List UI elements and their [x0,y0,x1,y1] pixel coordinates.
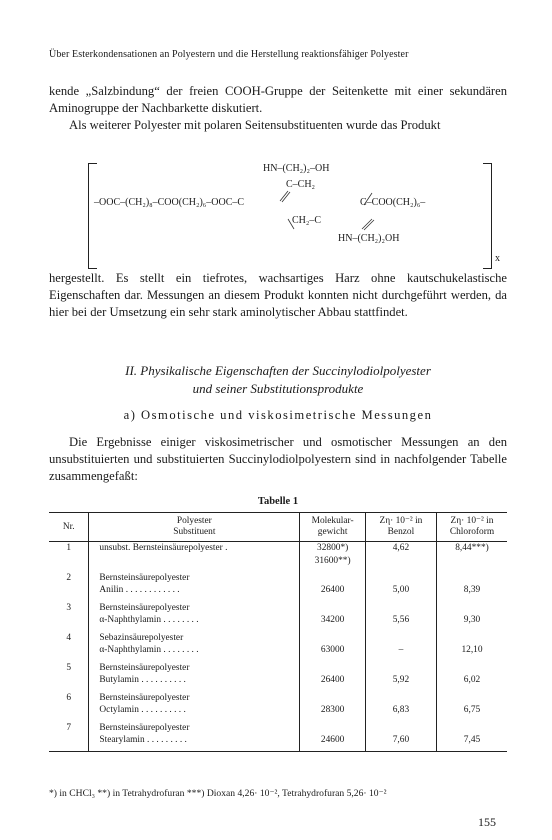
cell-z-chloroform [436,722,507,752]
table-row [49,572,507,602]
cell-z-benzol-line [368,692,434,705]
cell-z-chloroform-line: 8,44***) [455,543,489,553]
cell-nr-line: 5 [66,662,72,673]
cell-z-chloroform [436,632,507,662]
formula-ch2-top: C–CH₂ [286,179,316,190]
cell-z-benzol-line: 5,92 [392,675,410,685]
cell-z-chloroform-line: 7,45 [463,735,481,745]
cell-molecular-weight-line: 28300 [320,705,345,715]
header-zb-line2: Benzol [387,527,415,537]
formula-top-substituent: HN–(CH₂)₂–OH [263,163,330,174]
cell-molecular-weight-line: 34200 [320,615,345,625]
cell-z-benzol [365,662,436,692]
cell-z-chloroform-line [439,722,505,735]
cell-z-chloroform-line [439,632,505,645]
cell-z-benzol [365,722,436,752]
cell-nr [49,602,89,632]
cell-z-benzol-line [368,632,434,645]
cell-z-chloroform-line: 8,39 [463,585,481,595]
cell-nr [49,662,89,692]
cell-substituent-line: Sebazinsäurepolyester [99,632,184,643]
paragraph-1b-text: Als weiterer Polyester mit polaren Seitensubstituenten wurde das Produkt [69,118,441,132]
table-row [49,692,507,722]
cell-z-benzol [365,542,436,572]
cell-substituent-line: Bernsteinsäurepolyester [99,572,190,583]
formula-subscript-x: x [495,253,500,264]
header-polyester-line2: Substituent [173,527,216,537]
cell-substituent-line: Octylamin . . . . . . . . . . [99,705,186,715]
cell-z-benzol [365,692,436,722]
table-row [49,632,507,662]
cell-substituent-line: Bernsteinsäurepolyester [99,662,190,673]
formula-bottom-substituent: HN–(CH₂)₂OH [338,233,400,244]
cell-molecular-weight-line: 32800*) [317,543,349,553]
cell-z-benzol-line [368,722,434,735]
cell-substituent-line: Bernsteinsäurepolyester [99,692,190,703]
cell-nr [49,692,89,722]
data-table [49,512,507,752]
cell-molecular-weight-line [302,722,363,735]
cell-substituent [89,692,300,722]
cell-nr [49,722,89,752]
header-z-benzol [365,513,436,542]
cell-nr-line: 7 [66,722,72,733]
cell-z-benzol-line [368,662,434,675]
cell-z-chloroform-line [439,602,505,615]
cell-nr-line: 6 [66,692,72,703]
cell-z-chloroform [436,542,507,572]
header-zb-line1: Zη· 10⁻² in [379,516,423,526]
cell-substituent-line: α-Naphthylamin . . . . . . . . [99,615,199,625]
header-molecular-weight [300,513,366,542]
cell-substituent-line: Bernsteinsäurepolyester [99,722,190,733]
header-polyester-line1: Polyester [176,516,212,526]
cell-substituent-line: Bernsteinsäurepolyester [99,602,190,613]
cell-molecular-weight-line [302,692,363,705]
cell-z-benzol [365,572,436,602]
cell-molecular-weight [300,602,366,632]
cell-z-benzol-line: 6,83 [392,705,410,715]
cell-substituent [89,572,300,602]
cell-z-benzol-line [368,572,434,585]
cell-z-benzol-line: 7,60 [392,735,410,745]
cell-z-chloroform [436,602,507,632]
cell-nr-line: 1 [66,543,72,553]
cell-molecular-weight-line: 26400 [320,585,345,595]
cell-z-benzol-line: 4,62 [392,543,410,553]
header-mw-line1: Molekular- [311,516,354,526]
cell-z-benzol [365,632,436,662]
cell-z-benzol-line: 5,56 [392,615,410,625]
running-header: Über Esterkondensationen an Polyestern und die Herstellung reaktionsfähiger Polyester [49,49,409,60]
cell-molecular-weight-line: 26400 [320,675,345,685]
table-header-row [49,513,507,542]
paragraph-1 [49,83,507,134]
cell-molecular-weight-line: 24600 [320,735,345,745]
cell-z-chloroform-line: 9,30 [463,615,481,625]
section-title-line-2: und seiner Substitutionsprodukte [192,381,364,396]
cell-molecular-weight [300,722,366,752]
cell-substituent [89,662,300,692]
header-zc-line1: Zη· 10⁻² in [450,516,494,526]
cell-molecular-weight-line: 31600**) [314,555,351,566]
cell-z-benzol [365,602,436,632]
cell-z-chloroform [436,572,507,602]
footnote: *) in CHCl₃ **) in Tetrahydrofuran ***) Dioxan 4,26· 10⁻², Tetrahydrofuran 5,26· 10⁻² [49,788,387,799]
cell-z-chloroform-line: 12,10 [461,645,483,655]
paragraph-3: Die Ergebnisse einiger viskosimetrischer und osmotischer Messungen an den unsubstituierten und substituierten Succinylodiolpolyestern sind in nachfolgender Tabelle zusammengefaßt: [49,435,507,483]
paragraph-2: hergestellt. Es stellt ein tiefrotes, wachsartiges Harz ohne kautschukelastische Eigenschaften dar. Messungen an diesem Produkt konnten nicht durchgeführt werden, da hier bei der Umsetzung ein sehr stark aminolytischer Abbau stattfindet. [49,271,507,319]
cell-substituent-line: Anilin . . . . . . . . . . . . [99,585,180,595]
cell-substituent-line: α-Naphthylamin . . . . . . . . [99,645,199,655]
cell-substituent [89,602,300,632]
cell-nr [49,572,89,602]
table-row [49,602,507,632]
cell-z-chloroform-line [439,662,505,675]
header-zc-line2: Chloroform [449,527,495,537]
formula-left-bracket [88,163,97,269]
cell-molecular-weight [300,662,366,692]
cell-substituent [89,542,300,572]
cell-z-chloroform-line [439,692,505,705]
chemical-formula [88,163,498,273]
cell-z-chloroform [436,692,507,722]
formula-ch2-bottom: CH₂–C [292,215,322,226]
formula-main-left: –OOC–(CH₂)₈–COO(CH₂)₆–OOC–C [94,197,245,208]
page-number: 155 [478,815,496,829]
cell-z-chloroform [436,662,507,692]
cell-substituent-line: Stearylamin . . . . . . . . . [99,735,187,745]
header-z-chloroform [436,513,507,542]
table-title: Tabelle 1 [257,496,299,507]
cell-substituent [89,632,300,662]
table-row [49,542,507,572]
table-row [49,662,507,692]
paragraph-1-text: kende „Salzbindung“ der freien COOH-Gruppe der Seitenkette mit einer sekundären Aminogruppe der Nachbarkette diskutiert. [49,84,507,115]
cell-z-chloroform-line: 6,02 [463,675,481,685]
cell-molecular-weight [300,572,366,602]
cell-molecular-weight-line [302,572,363,585]
header-mw-line2: gewicht [317,527,348,537]
cell-z-benzol-line [368,602,434,615]
cell-z-benzol-line: – [398,645,404,655]
cell-molecular-weight [300,692,366,722]
formula-right-bracket [483,163,492,269]
cell-z-benzol-line: 5,00 [392,585,410,595]
cell-molecular-weight-line [302,662,363,675]
cell-substituent [89,722,300,752]
cell-nr-line: 3 [66,602,72,613]
formula-main-right: C–COO(CH₂)₆– [360,197,426,208]
cell-substituent-line: Butylamin . . . . . . . . . . [99,675,186,685]
cell-molecular-weight-line [302,632,363,645]
cell-molecular-weight [300,632,366,662]
header-nr: Nr. [49,513,89,542]
cell-molecular-weight-line: 63000 [320,645,345,655]
header-polyester [89,513,300,542]
cell-substituent-line: unsubst. Bernsteinsäurepolyester . [99,543,228,553]
cell-nr [49,542,89,572]
cell-nr [49,632,89,662]
subsection-title: a) Osmotische und viskosimetrische Messungen [123,408,433,422]
cell-molecular-weight-line [302,602,363,615]
cell-nr-line: 4 [66,632,72,643]
section-title-line-1: II. Physikalische Eigenschaften der Succinylodiolpolyester [125,363,431,378]
cell-z-chloroform-line: 6,75 [463,705,481,715]
cell-nr-line: 2 [66,572,72,583]
cell-molecular-weight [300,542,366,572]
table-row [49,722,507,752]
cell-z-chloroform-line [439,572,505,585]
